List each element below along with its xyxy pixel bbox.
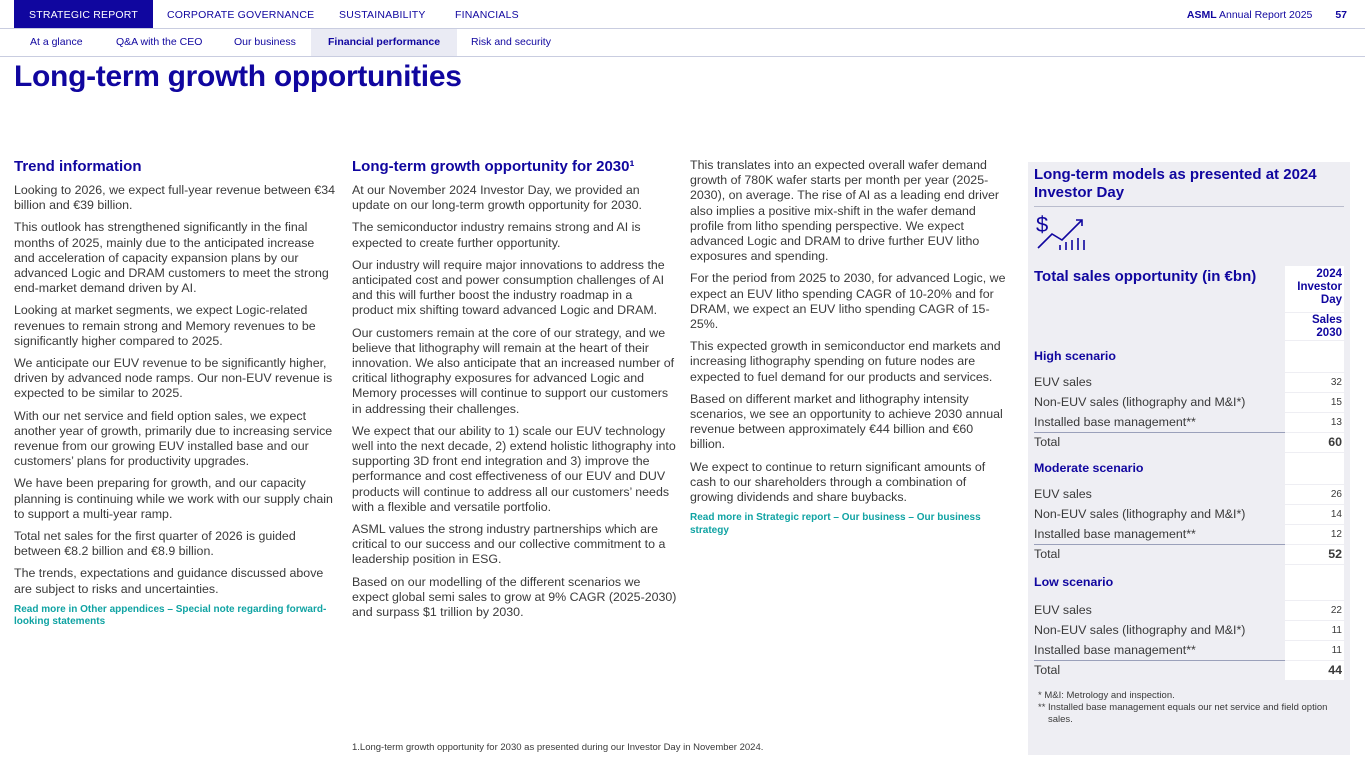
table-row: EUV sales 32 xyxy=(1034,372,1344,392)
sub-navigation xyxy=(0,29,1365,57)
table-title: Total sales opportunity (in €bn) xyxy=(1034,268,1257,285)
footnote-mi: * M&I: Metrology and inspection. xyxy=(1038,690,1175,701)
subtab-risk-and-security[interactable]: Risk and security xyxy=(471,36,551,48)
svg-text:$: $ xyxy=(1036,212,1049,237)
paragraph: We have been preparing for growth, and our capacity planning is continuing while we work with our supply chain to support a multi-year ramp. xyxy=(14,476,333,521)
paragraph: The trends, expectations and guidance discussed above are subject to risks and uncertainties. xyxy=(14,566,324,596)
table-row: Non-EUV sales (lithography and M&I*) 11 xyxy=(1034,620,1344,640)
panel-title: Long-term models as presented at 2024 Investor Day xyxy=(1034,166,1344,207)
paragraph: Based on our modelling of the different scenarios we expect global semi sales to grow at 9% CAGR (2025-2030) and surpass $1 trillion by 2030. xyxy=(352,574,677,620)
trend-heading: Trend information xyxy=(14,158,142,175)
tab-corporate-governance[interactable]: CORPORATE GOVERNANCE xyxy=(167,9,315,21)
table-row: Installed base management** 12 xyxy=(1034,524,1344,544)
subtab-at-a-glance[interactable]: At a glance xyxy=(30,36,83,48)
wafer-demand-column xyxy=(690,158,1010,537)
forward-looking-link[interactable]: Read more in Other appendices – Special note regarding forward-looking statements xyxy=(14,603,327,628)
column-header-investor-day: 2024 Investor Day xyxy=(1285,266,1344,312)
tab-strategic-report[interactable]: STRATEGIC REPORT xyxy=(14,0,153,28)
sales-opportunity-table xyxy=(1034,266,1344,681)
table-row: Non-EUV sales (lithography and M&I*) 15 xyxy=(1034,392,1344,412)
long-term-models-panel xyxy=(1028,162,1350,755)
trend-information-column xyxy=(14,158,336,629)
paragraph: With our net service and field option sales, we expect another year of growth, primarily due to increasing service revenue from our growing EUV installed base and our customers’ plans for productivity upgrades. xyxy=(14,408,333,469)
tab-financials[interactable]: FINANCIALS xyxy=(455,9,519,21)
subtab-our-business[interactable]: Our business xyxy=(234,36,296,48)
dollar-chart-icon xyxy=(1034,210,1086,252)
column-header-sales-2030: Sales 2030 xyxy=(1285,312,1344,340)
scenario-heading-high: High scenario xyxy=(1034,349,1116,363)
brand-name: ASML xyxy=(1186,9,1217,21)
table-row: Installed base management** 11 xyxy=(1034,640,1344,660)
paragraph: This outlook has strengthened significantly in the final months of 2025, mainly due to the anticipated increase and acceleration of capacity expansion plans by our advanced Logic and DRAM customers to meet the strong end-market demand driven by AI. xyxy=(14,220,329,296)
footnote: 1.Long-term growth opportunity for 2030 as presented during our Investor Day in November 2024. xyxy=(352,742,764,753)
footnote-installed-base: ** Installed base management equals our net service and field option sales. xyxy=(1038,702,1328,725)
paragraph: Total net sales for the first quarter of 2026 is guided between €8.2 billion and €8.9 billion. xyxy=(14,529,296,559)
report-name: Annual Report 2025 xyxy=(1218,9,1313,21)
table-row-total: Total 52 xyxy=(1034,544,1344,564)
paragraph: We anticipate our EUV revenue to be significantly higher, driven by advanced node ramps. Our non-EUV revenue is expected to be similar to 2025. xyxy=(14,356,333,401)
top-navigation xyxy=(0,0,1365,29)
scenario-heading-low: Low scenario xyxy=(1034,575,1114,589)
table-row: EUV sales 22 xyxy=(1034,600,1344,620)
table-row: Non-EUV sales (lithography and M&I*) 14 xyxy=(1034,504,1344,524)
tab-sustainability[interactable]: SUSTAINABILITY xyxy=(339,9,426,21)
subtab-qa-ceo[interactable]: Q&A with the CEO xyxy=(116,36,203,48)
subtab-financial-performance[interactable]: Financial performance xyxy=(311,29,457,56)
table-row-total: Total 60 xyxy=(1034,432,1344,452)
paragraph: At our November 2024 Investor Day, we provided an update on our long-term growth opportunity for 2030. xyxy=(352,183,642,213)
page-number: 57 xyxy=(1335,9,1347,21)
paragraph: ASML values the strong industry partnerships which are critical to our success and our collective commitment to a leadership position in ESG. xyxy=(352,522,666,567)
paragraph: This translates into an expected overall wafer demand growth of 780K wafer starts per month per year (2025-2030), on average. The rise of AI as a leading end driver also implies a positive mix-shift in the wafer demand profile from litho spending perspective. We expect advanced Logic and DRAM to drive further EUV litho exposures and spending. xyxy=(690,158,1000,264)
business-strategy-link[interactable]: Read more in Strategic report – Our business – Our business strategy xyxy=(690,512,981,536)
paragraph: We expect to continue to return significant amounts of cash to our shareholders through a combination of growing dividends and share buybacks. xyxy=(690,459,986,505)
paragraph: For the period from 2025 to 2030, for advanced Logic, we expect an EUV litho spending CAGR of 10-20% and for DRAM, we expect an EUV litho spending CAGR of 15-25%. xyxy=(690,271,1006,332)
paragraph: Based on different market and lithography intensity scenarios, we see an opportunity to achieve 2030 annual revenue between approximately €44 billion and €60 billion. xyxy=(690,391,1003,452)
scenario-heading-moderate: Moderate scenario xyxy=(1034,461,1144,475)
growth-opportunity-column xyxy=(352,158,677,627)
paragraph: We expect that our ability to 1) scale our EUV technology well into the next decade, 2) extend holistic lithography into supporting 3D front end integration and 3) improve the performance and cost effectiveness of our EUV and DUV products will continue to address all our customers’ needs with a flexible and versatile portfolio. xyxy=(352,423,676,514)
paragraph: Looking at market segments, we expect Logic-related revenues to remain strong and Memory revenues to be significantly higher compared to 2025. xyxy=(14,303,316,348)
paragraph: Looking to 2026, we expect full-year revenue between €34 billion and €39 billion. xyxy=(14,183,335,213)
paragraph: Our industry will require major innovations to address the anticipated cost and power consumption challenges of AI and this will further boost the industry roadmap in a product mix shifting toward advanced Logic and DRAM. xyxy=(352,257,665,318)
table-row: Installed base management** 13 xyxy=(1034,412,1344,432)
table-row: EUV sales 26 xyxy=(1034,484,1344,504)
growth-heading: Long-term growth opportunity for 2030¹ xyxy=(352,158,635,175)
table-row-total: Total 44 xyxy=(1034,660,1344,680)
page-title: Long-term growth opportunities xyxy=(14,60,462,93)
report-header xyxy=(1187,0,1347,30)
paragraph: Our customers remain at the core of our strategy, and we believe that lithography will remain at the heart of their innovation. We also anticipate that an increased number of critical lithography exposures for advanced Logic and Memory processes will continue to support our customers in addressing their challenges. xyxy=(352,325,675,416)
paragraph: This expected growth in semiconductor end markets and increasing lithography spending on future nodes are expected to fuel demand for our products and services. xyxy=(690,339,1001,384)
panel-footnotes xyxy=(1038,690,1338,726)
paragraph: The semiconductor industry remains strong and AI is expected to create further opportunity. xyxy=(352,220,641,250)
